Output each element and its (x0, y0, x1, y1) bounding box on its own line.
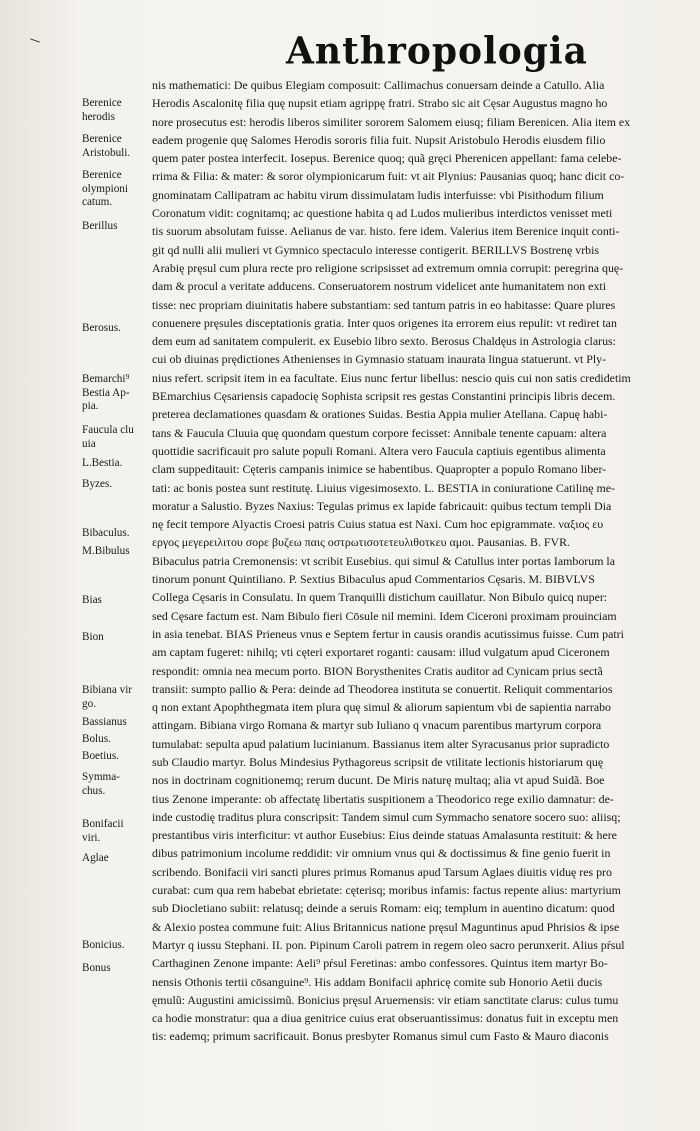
text-line: ęmulũ: Augustini amicissimũ. Bonicius pręsul Aruernensis: vir etiam sanctitate clarus: culus tumu (152, 992, 619, 1007)
text-line: git qd nulli alii mulieri vt Gymnico spectaculo interesse contigerit. BERILLVS Bostrenę vrbis (152, 242, 600, 257)
text-line: εργος μεγερειλιτου σορε βυζεω παις οστρωτισοτετευλιθοτκευ αμοι. Pausanias. B. FVR. (152, 535, 571, 550)
text-line: nensis Othonis tertii cōsanguine⁹. His addam Bonifacii aphricę comite sub Honorio Aetii ducis (152, 974, 603, 989)
text-line: prestantibus viris interficitur: vt author Eusebius: Eius deinde statuas Amalasunta restituit: & here (152, 828, 617, 843)
text-line: scribendo. Bonifacii viri sancti plures primus Romanus apud Tarsum Aglaes diuitis viduę res pro (152, 864, 612, 879)
margin-note: Berenice herodis (82, 97, 122, 123)
text-line: sub Diocletiano subiit: relatusq; deinde a seruis Romam: eiq; templum in auentino dicatum: quod (152, 901, 615, 916)
text-line: gnominatam Callipatram ac habitu virum dissimulatam ludis interfuisse: vbi Pisithodum filium (152, 187, 604, 202)
text-line: nę fecit tempore Alyactis Croesi patris Cuius statua est Naxi. Cum hoc epigrammate. ναξιος ευ (152, 517, 604, 532)
text-line: quottidie sacrificauit pro salute populi Romani. Altera vero Faucula captiuis egentibus alimenta (152, 443, 606, 458)
text-line: & Alexio postea commune fuit: Alius Britannicus natione pręsul Maguntinus apud Phrisios & ipse (152, 919, 620, 934)
margin-note: Boetius. (82, 750, 119, 762)
margin-note: Berenice Aristobuli. (82, 133, 131, 159)
text-line: Herodis Ascalonitę filia quę nupsit etiam agrippę fratri. Strabo sic ait Cęsar Augustus magno ho (152, 96, 608, 111)
margin-note: Berenice olympioni catum. (82, 169, 128, 209)
text-line: tumulabat: sepulta apud palatium lucinianum. Bassianus item alter Syracusanus prior supradicto (152, 736, 610, 751)
text-line: Arabię pręsul cum plura recte pro religione scripsisset ad extremum omnia corrupit: peregrina quę- (152, 260, 624, 275)
text-line: sub Claudio martyr. Bolus Mindesius Pythagoreus scripsit de vtilitate lectionis historiarum quę (152, 754, 604, 769)
margin-note: Bonifacii viri. (82, 818, 124, 844)
margin-note: Bolus. (82, 733, 111, 745)
margin-note: Bias (82, 594, 102, 606)
text-line: respondit: omnia nea mecum porto. BION Borysthenites Cratis auditor ad Cynicam prius sectã (152, 663, 603, 678)
text-line: in asia tenebat. BIAS Prieneus vnus e Septem fertur in causis orandis acutissimus fuisse. Cum patri (152, 626, 624, 641)
text-line: Carthaginen Zenone impante: Aeli⁹ pŕsul Feretinas: ambo confessores. Quintus item martyr Bo- (152, 956, 608, 971)
text-line: tis suorum absolutam fuisse. Aelianus de var. histo. fere idem. Valerius item Berenice inquit conti- (152, 224, 620, 239)
text-line: transiit: sumpto pallio & Pera: deinde ad Theodorea instituta se conuertit. Reliquit commentarios (152, 681, 613, 696)
text-line: Martyr q iussu Stephani. II. pon. Pipinum Caroli patrem in regem oleo sacro perunxerit. Alius pŕsul (152, 937, 625, 952)
text-line: nos in doctrinam cognitionemq; rerum ducunt. De Miris naturę multaq; alia vt apud Suidã. Boe (152, 773, 605, 788)
margin-note: Bemarchi⁹ Bestia Ap- pia. (82, 373, 130, 413)
text-line: cui ob diuinas prędictiones Athenienses in Gymnasio statuam inaurata lingua statuerunt. vt Ply- (152, 352, 607, 367)
margin-note: Berillus (82, 220, 118, 232)
text-line: clam suppeditauit: Cęteris campanis inimice se habentibus. Quapropter a populo Romano liber- (152, 462, 607, 477)
margin-note: Aglae (82, 852, 109, 864)
margin-note: Symma- chus. (82, 771, 120, 797)
running-title: Anthropologia (286, 28, 588, 74)
text-line: tinorum ponunt Quintiliano. P. Sextius Bibaculus apud Commentarios Cęsaris. M. BIBVLVS (152, 572, 595, 587)
text-line: Bibaculus patria Cremonensis: vt scribit Eusebius. qui simul & Catullus inter portas Iamborum la (152, 553, 616, 568)
margin-note: Bonicius. (82, 939, 125, 951)
text-line: BEmarchius Cęsariensis capadocię Sophista scripsit res gestas Constantini principis libris decem. (152, 389, 616, 404)
margin-note: Berosus. (82, 322, 121, 334)
text-line: tisse: nec propriam diuinitatis habere substantiam: sed tantum patris in eo habitasse: Quare plures (152, 297, 616, 312)
margin-note: Bibiana vir go. (82, 684, 133, 710)
body-text-column (152, 76, 680, 1046)
margin-note: Faucula clu uia (82, 424, 134, 450)
text-line: Coronatum vidit: cognitamq; ac questione habita q ad Ludos mulieribus interdictos venisset meti (152, 206, 613, 221)
text-line: quem pater postea interfecit. Iosepus. Berenice quoq; quã gręci Pherenicen appellant: fama celebe- (152, 151, 622, 166)
text-line: conuenere pręsules disceptationis gratia. Inter quos origenes ita errorem eius repulit: vt rediret tan (152, 315, 617, 330)
margin-note: Bion (82, 631, 104, 643)
text-line: nore prosecutus est: herodis liberos similiter sororem Salomem eiusq; filiam Berenicen. Alia item ex (152, 114, 631, 129)
text-line: tans & Faucula Cluuia quę quondam questum corpore fecisset: Annibale tenente capuam: altera (152, 425, 607, 440)
text-line: attingam. Bibiana virgo Romana & martyr sub Iuliano q vnacum parentibus martyrum corpora (152, 718, 602, 733)
text-line: nius refert. scripsit item in ea facultate. Eius nunc fertur libellus: nescio quis cui non satis credidetim (152, 370, 631, 385)
text-line: am captam fugeret: nihilq; vti cęteri exportaret roganti: causam: illud vulgatum apud Ciceronem (152, 645, 610, 660)
page-header (286, 30, 588, 72)
text-line: q non extant Apophthegmata item plura quę simul & aliorum sapientum vbi de sapientia narrabo (152, 700, 612, 715)
margin-note: L.Bestia. (82, 457, 123, 469)
corner-mark (30, 38, 40, 42)
text-line: dem eum ad sanitatem compulerit. ex Eusebio libro sexto. Berosus Chaldęus in Astrologia clarus: (152, 334, 616, 349)
text-line: Collega Cęsaris in Consulatu. In quem Tranquilli distichum cauillatur. Non Bibulo quicq nuper: (152, 590, 608, 605)
text-line: eadem progenie quę Salomes Herodis sororis filia fuit. Nupsit Aristobulo Herodis eiusdem filio (152, 132, 606, 147)
margin-note: M.Bibulus (82, 545, 130, 557)
text-line: sed Cęsare factum est. Nam Bibulo fieri Cōsule nil memini. Idem Ciceroni proximam prouinciam (152, 608, 617, 623)
margin-note: Bibaculus. (82, 527, 130, 539)
text-line: tis: eademq; primum sacrificauit. Bonus presbyter Romanus simul cum Fasto & Mauro diaconis (152, 1029, 609, 1044)
text-line: tati: ac bonis postea sunt restitutę. Liuius vigesimosexto. L. BESTIA in coniuratione Catilinę me- (152, 480, 615, 495)
text-line: nis mathematici: De quibus Elegiam composuit: Callimachus conuersam deinde a Catullo. Alia (152, 78, 605, 92)
text-line: rrima & Filia: & mater: & soror olympionicarum fuit: vt ait Plynius: Pausanias quoq; hanc dicit co- (152, 169, 625, 184)
text-line: curabat: cum qua rem habebat ebrietate: cęterisq; moribus infamis: factus repente alius: martyrium (152, 883, 621, 898)
text-line: inde custodię traditus plura conscripsit: Tandem simul cum Symmacho senatore socero suo: aliisq; (152, 809, 621, 824)
margin-note: Bassianus (82, 716, 127, 728)
text-line: preterea declamationes quasdam & orationes Suidas. Bestia Appia mulier Atellana. Capuę habi- (152, 407, 608, 422)
text-line: dam & procul a veritate adducens. Conseruatorem nostrum videlicet ante humanitatem non exti (152, 279, 607, 294)
text-line: moratur a Salustio. Byzes Naxius: Tegulas primus ex lapide fabricauit: quibus tectum templi Dia (152, 498, 612, 513)
text-line: ca hodie monstratur: qua a diua genitrice cuius erat obseruantissimus: donatus fuit in exceptu men (152, 1011, 619, 1026)
margin-note: Byzes. (82, 478, 113, 490)
text-line: tius Zenone imperante: ob affectatę libertatis suspitionem a Theodorico rege exilio damnatur: de- (152, 791, 614, 806)
text-line: dibus patrimonium incolume reddidit: vir omnium vnus qui & doctissimus & fine genio fuerit in (152, 846, 611, 861)
margin-note: Bonus (82, 962, 111, 974)
